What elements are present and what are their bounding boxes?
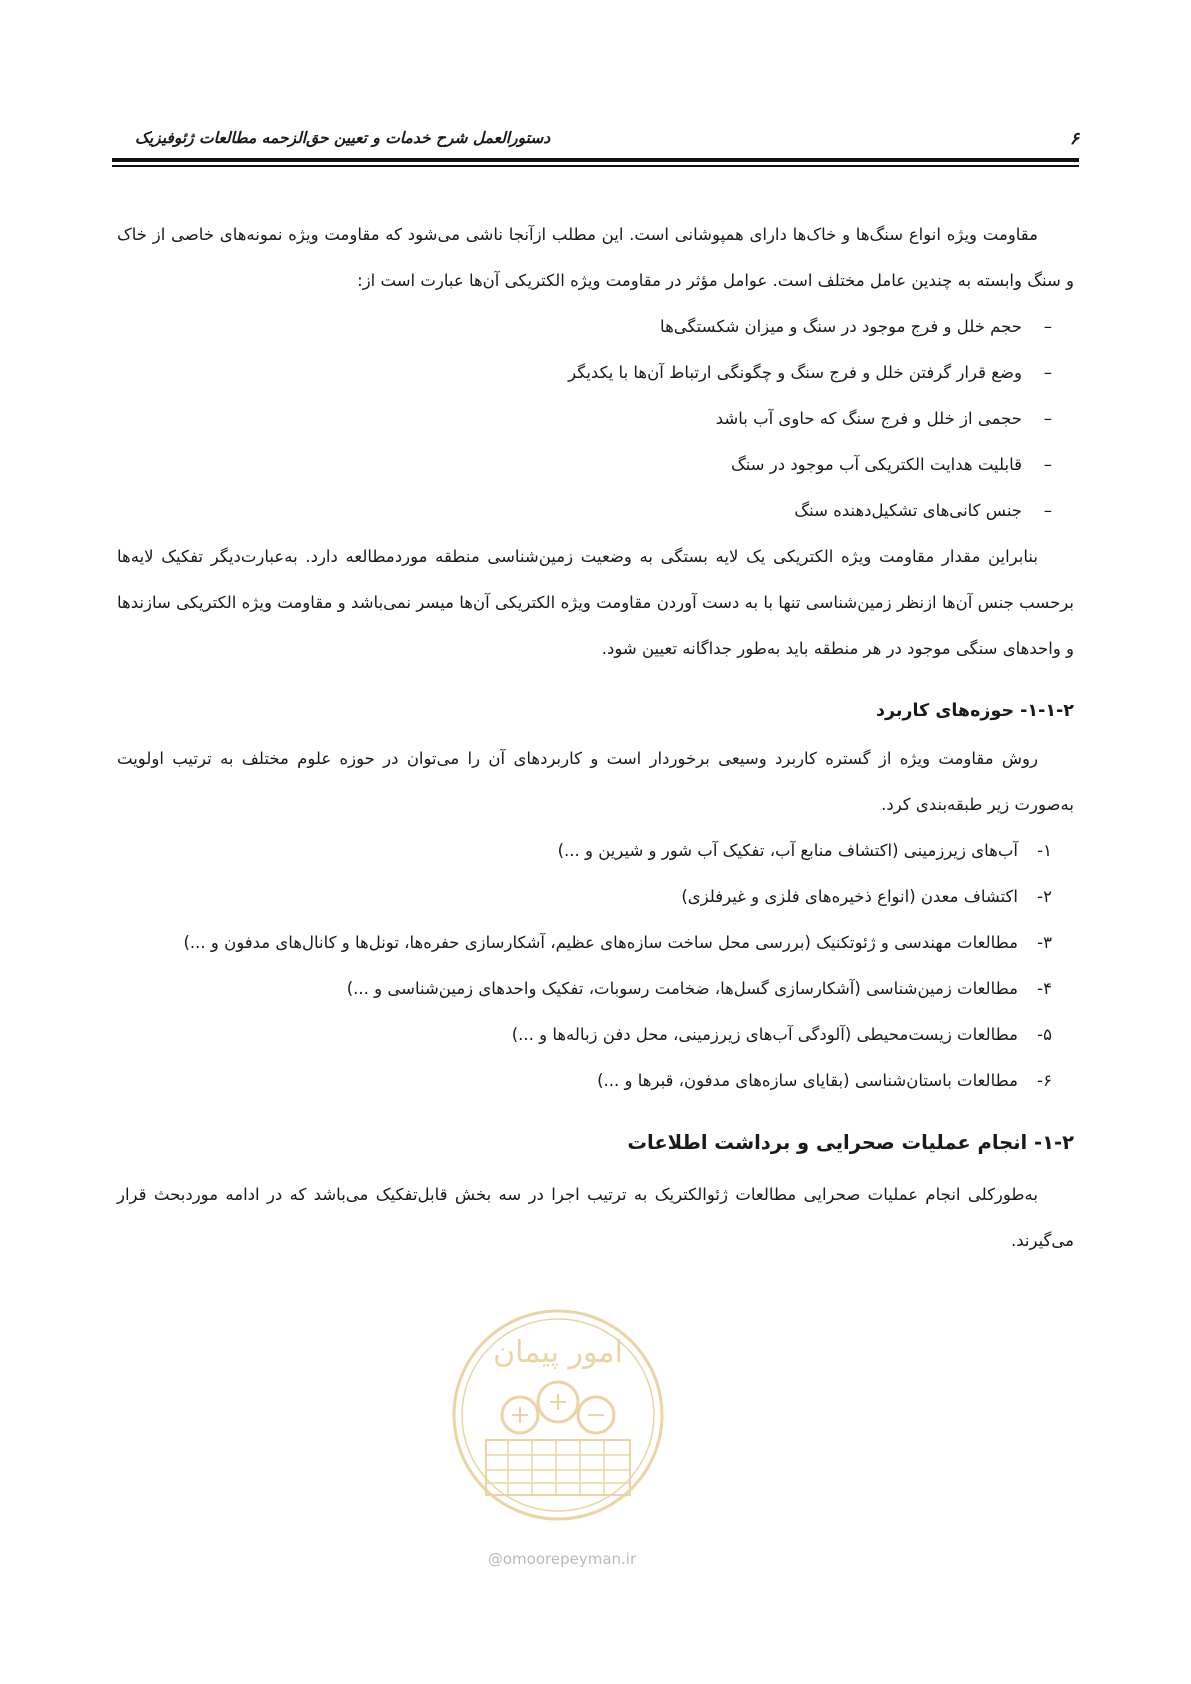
watermark-logo (448, 1290, 668, 1540)
list-item: – حجم خلل و فرج موجود در سنگ و میزان شکستگی‌ها (117, 304, 1074, 350)
list-item: – حجمی از خلل و فرج سنگ که حاوی آب باشد (117, 396, 1074, 442)
list-item: – جنس کانی‌های تشکیل‌دهنده سنگ (117, 488, 1074, 534)
list-item-text: آب‌های زیرزمینی (اکتشاف منابع آب، تفکیک آب شور و شیرین و ...) (557, 841, 1018, 860)
list-item-text: اکتشاف معدن (انواع ذخیره‌های فلزی و غیرفلزی) (681, 887, 1018, 906)
section-heading-applications: ۱-۱-۲- حوزه‌های کاربرد (875, 701, 1074, 721)
list-item-text: مطالعات زمین‌شناسی (آشکارسازی گسل‌ها، ضخامت رسوبات، تفکیک واحدهای زمین‌شناسی و ...) (346, 979, 1018, 998)
list-item: – وضع قرار گرفتن خلل و فرج سنگ و چگونگی ارتباط آن‌ها با یکدیگر (117, 350, 1074, 396)
list-item (117, 1058, 1074, 1104)
running-header (112, 129, 1079, 155)
list-number: ۶- (1037, 1071, 1052, 1090)
list-item-text: مطالعات باستان‌شناسی (بقایای سازه‌های مدفون، قبرها و ...) (597, 1071, 1018, 1090)
page-number: ۶ (1069, 129, 1079, 149)
running-header-title: دستورالعمل شرح خدمات و تعیین حق‌الزحمه مطالعات ژئوفیزیک (135, 129, 551, 147)
header-rule-thin (112, 165, 1079, 167)
list-item (117, 966, 1074, 1012)
watermark-site: @omoorepeyman.ir (487, 1550, 637, 1568)
list-number: ۱- (1037, 841, 1052, 860)
intro-paragraph: مقاومت ویژه انواع سنگ‌ها و خاک‌ها دارای همپوشانی است. این مطلب ازآنجا ناشی می‌شود که مقاومت ویژه نمونه‌های خاصی از خاک و سنگ وابسته به چندین عامل مختلف است. عوامل مؤثر در مقاومت ویژه الکتریکی آن‌ها عبارت است از: (117, 225, 1074, 290)
list-item (117, 920, 1074, 966)
watermark-logo-text: امور پیمان (493, 1335, 623, 1370)
field-operations-paragraph: به‌طورکلی انجام عملیات صحرایی مطالعات ژئوالکتریک به ترتیب اجرا در سه بخش قابل‌تفکیک می‌باشد که در ادامه موردبحث قرار می‌گیرند. (117, 1185, 1074, 1250)
section-heading-field-operations: ۱-۲- انجام عملیات صحرایی و برداشت اطلاعات (627, 1131, 1074, 1154)
list-number: ۵- (1037, 1025, 1052, 1044)
list-item (117, 828, 1074, 874)
list-item-text: مطالعات زیست‌محیطی (آلودگی آب‌های زیرزمینی، محل دفن زباله‌ها و ...) (511, 1025, 1018, 1044)
list-item: – قابلیت هدایت الکتریکی آب موجود در سنگ (117, 442, 1074, 488)
body-content (117, 212, 1074, 1264)
list-item (117, 1012, 1074, 1058)
list-item (117, 874, 1074, 920)
list-number: ۳- (1037, 933, 1052, 952)
applications-paragraph: روش مقاومت ویژه از گستره کاربرد وسیعی برخوردار است و کاربردهای آن را می‌توان در حوزه علوم مختلف به ترتیب اولویت به‌صورت زیر طبقه‌بندی کرد. (117, 749, 1074, 814)
list-number: ۲- (1037, 887, 1052, 906)
list-item-text: مطالعات مهندسی و ژئوتکنیک (بررسی محل ساخت سازه‌های عظیم، آشکارسازی حفره‌ها، تونل‌ها و کانال‌های مدفون و ...) (183, 933, 1018, 952)
conclusion-paragraph: بنابراین مقدار مقاومت ویژه الکتریکی یک لایه بستگی به وضعیت زمین‌شناسی منطقه موردمطالعه دارد. به‌عبارت‌دیگر تفکیک لایه‌ها برحسب جنس آن‌ها ازنظر زمین‌شناسی تنها با به دست آوردن مقاومت ویژه الکتریکی آن‌ها میسر نمی‌باشد و مقاومت ویژه الکتریکی سازندها و واحدهای سنگی موجود در هر منطقه باید به‌طور جداگانه تعیین شود. (117, 547, 1074, 658)
list-number: ۴- (1037, 979, 1052, 998)
header-rule-thick (112, 158, 1079, 162)
factors-list (117, 304, 1074, 534)
applications-list (117, 828, 1074, 1104)
